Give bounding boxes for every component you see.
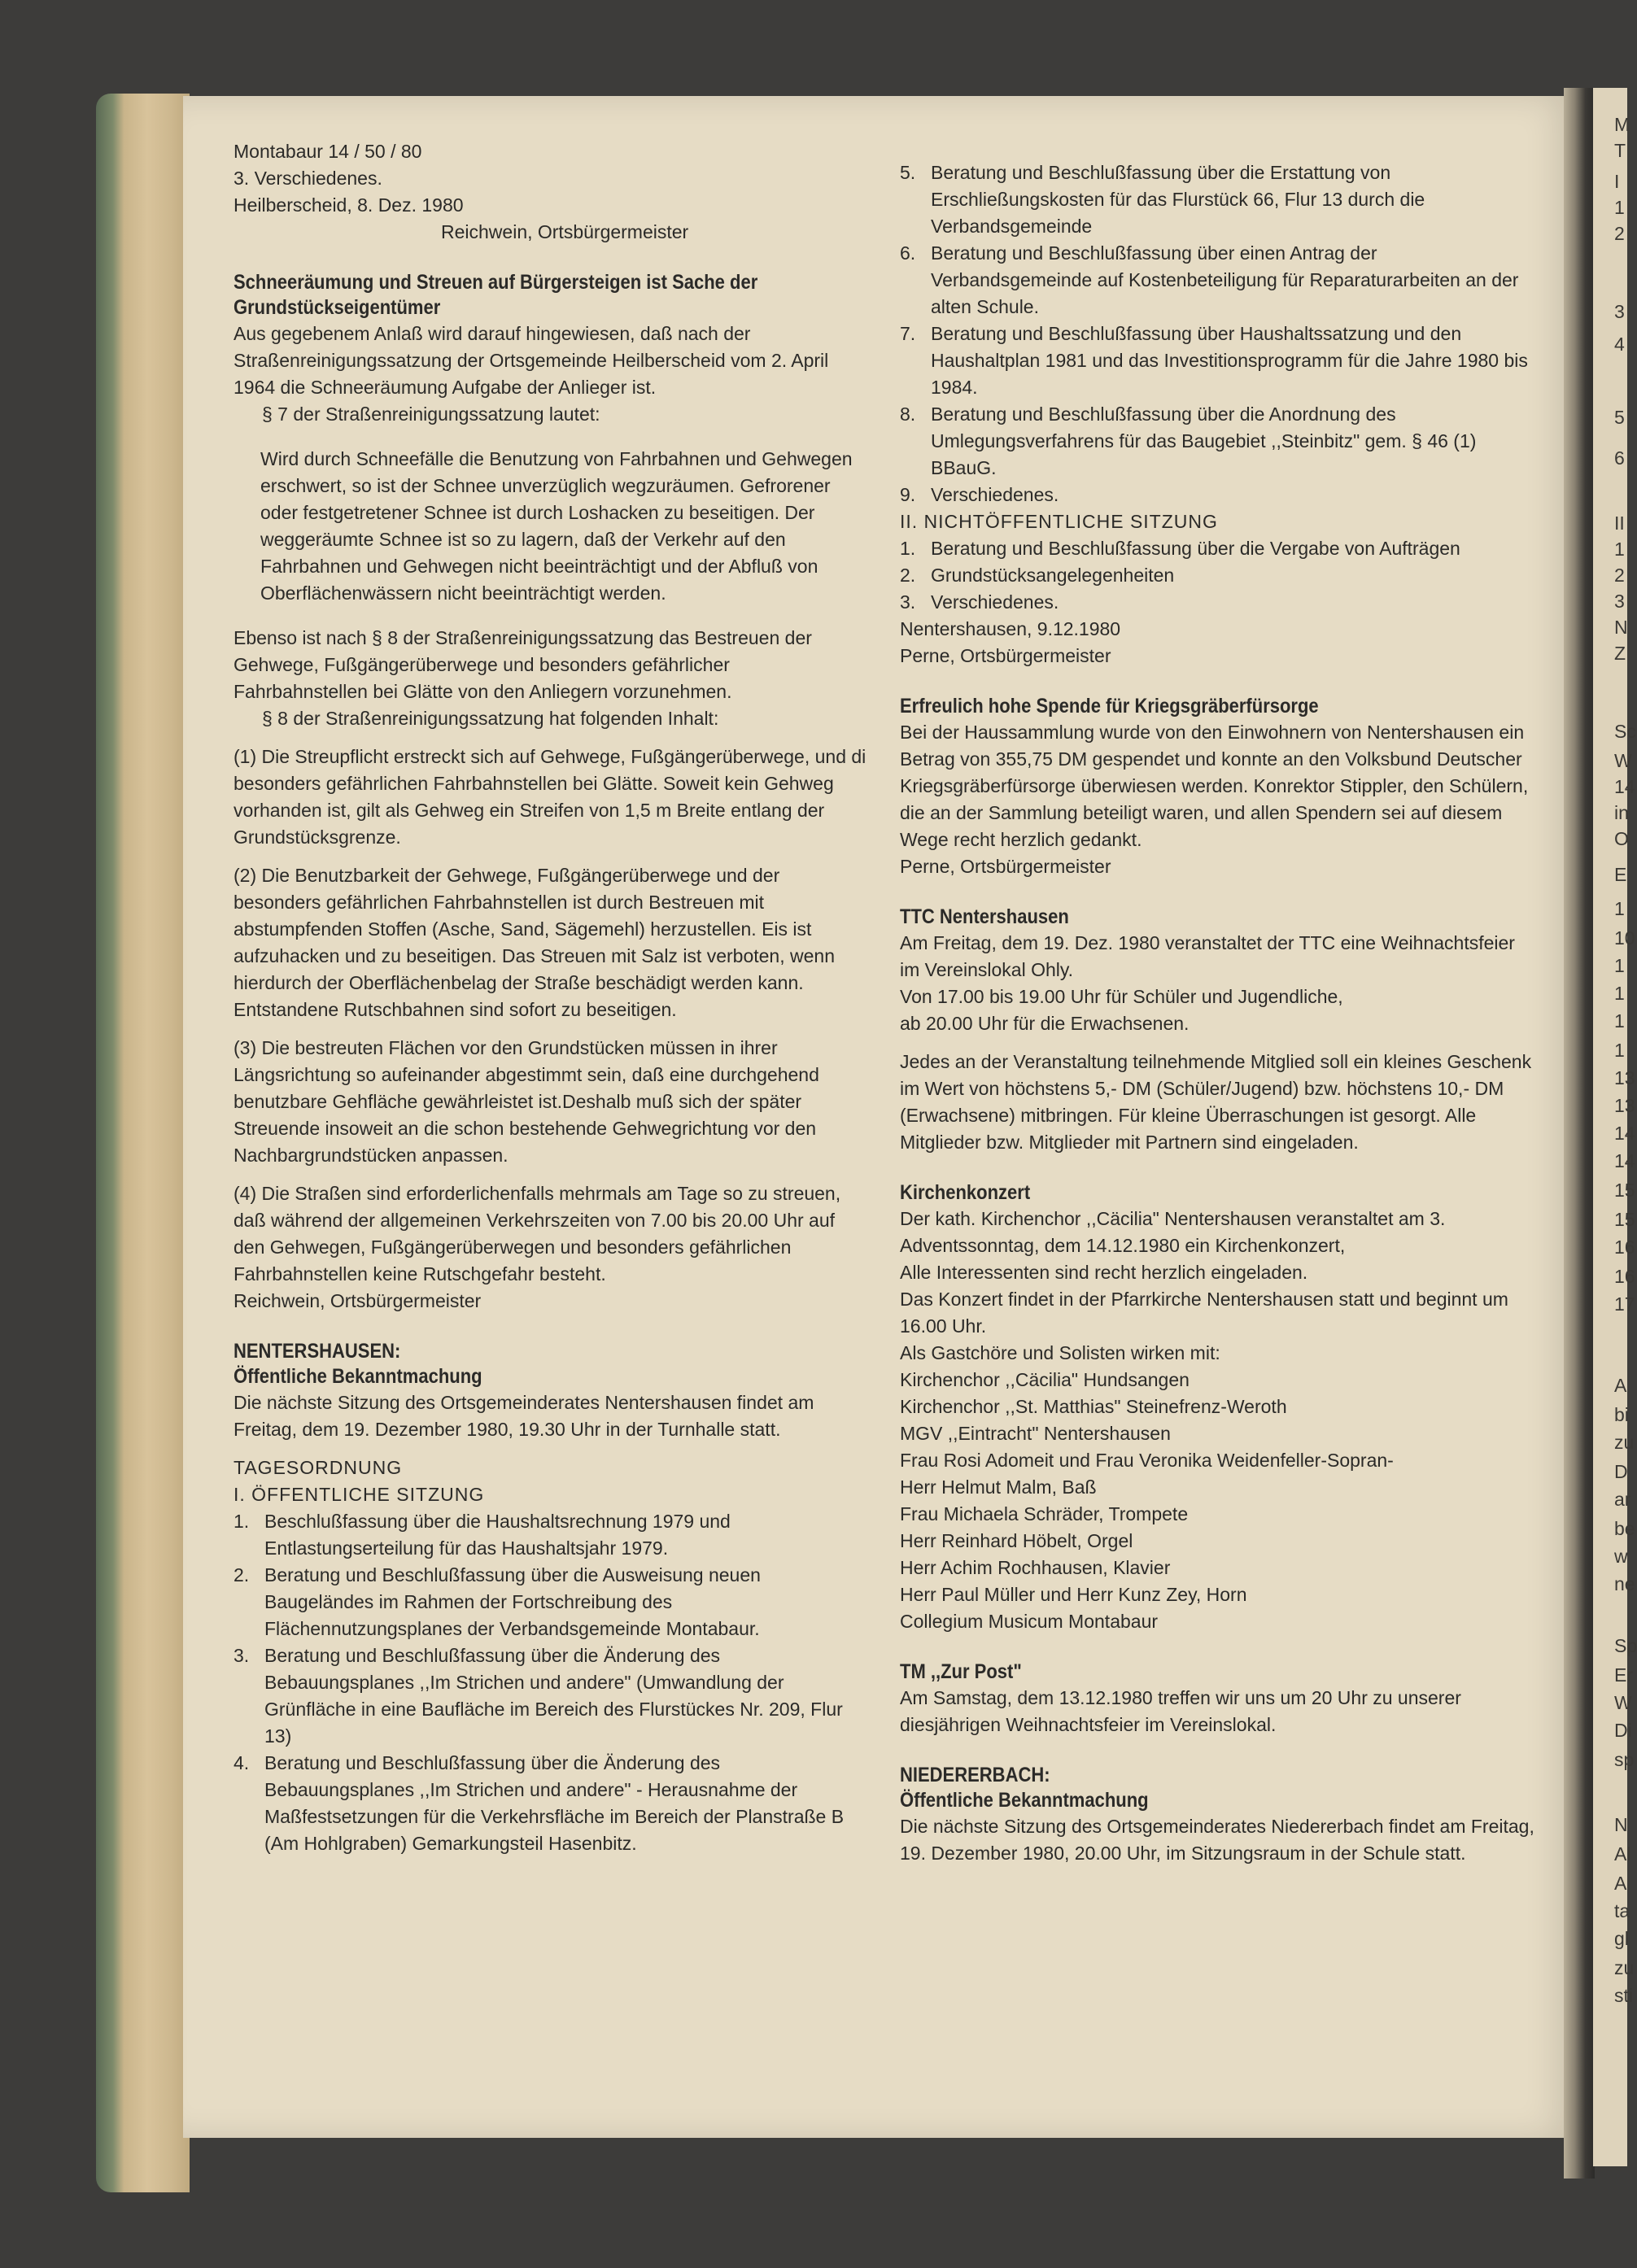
article-title: Erfreulich hohe Spende für Kriegsgräberfürsorge [900,695,1319,717]
header-line: Montabaur 14 / 50 / 80 [234,141,422,162]
agenda-item: 8. Beratung und Beschlußfassung über die Anordnung des Umlegungsverfahrens für das Baugebiet ,,Steinbitz" gem. § 46 (1) BBauG. [900,403,1477,478]
performer-line: Herr Helmut Malm, Baß [900,1476,1097,1498]
header-line: 3. Verschiedenes. [234,168,382,189]
performer-line: Frau Rosi Adomeit und Frau Veronika Weidenfeller-Sopran- [900,1450,1394,1471]
next-page-fragment: Al [1614,1843,1631,1865]
place-heading: NENTERSHAUSEN: [234,1340,401,1363]
performer-line: Frau Michaela Schräder, Trompete [900,1503,1189,1524]
agenda-item: 7. Beratung und Beschlußfassung über Haushaltssatzung und den Haushaltplan 1981 und das Investitionsprogramm für die Jahre 1980 bis 1984. [900,323,1528,398]
next-page-fragment: 16 [1614,1266,1635,1287]
place-heading: NIEDERERBACH: [900,1764,1050,1786]
agenda-part-heading: II. NICHTÖFFENTLICHE SITZUNG [900,511,1218,532]
next-page-fragment: 3 [1614,591,1625,612]
next-page-fragment: 14 [1614,1123,1635,1144]
signature: Reichwein, Ortsbürgermeister [441,221,689,242]
next-page-fragment: O [1614,828,1629,849]
next-page-fragment: 10 [1614,927,1635,949]
next-page-fragment: A [1614,1375,1627,1396]
agenda-item: 3. Verschiedenes. [900,591,1059,613]
next-page-fragment: 14 [1614,776,1635,797]
paragraph: Ebenso ist nach § 8 der Straßenreinigungssatzung das Bestreuen der Gehwege, Fußgängerüberwege und besonders gefährlicher Fahrbahnstellen bei Glätte von den Anliegern vorzunehmen. [234,627,812,702]
paragraph: § 8 der Straßenreinigungssatzung hat folgenden Inhalt: [262,708,719,729]
next-page-fragment: I [1614,171,1620,192]
header-line: Heilberscheid, 8. Dez. 1980 [234,194,464,216]
agenda-item: 5. Beratung und Beschlußfassung über die Erstattung von Erschließungskosten für das Flurstück 66, Flur 13 durch die Verbandsgemeinde [900,162,1425,237]
performer-line: Collegium Musicum Montabaur [900,1611,1159,1632]
next-page-fragment: in [1614,802,1629,823]
next-page-fragment: ar [1614,1489,1631,1510]
next-page-fragment: N [1614,617,1628,638]
next-page-fragment: M [1614,114,1630,135]
next-page-fragment: Z [1614,643,1626,664]
next-page-fragment: zu [1614,1957,1635,1978]
paragraph: ab 20.00 Uhr für die Erwachsenen. [900,1013,1190,1034]
next-page-fragment: 5 [1614,407,1625,428]
next-page-fragment: 1 [1614,955,1625,976]
agenda-item: 1. Beratung und Beschlußfassung über die Vergabe von Aufträgen [900,538,1460,559]
agenda-item: 1. Beschlußfassung über die Haushaltsrechnung 1979 und Entlastungserteilung für das Haushaltsjahr 1979. [234,1511,731,1559]
place-date: Nentershausen, 9.12.1980 [900,618,1121,639]
paragraph: Aus gegebenem Anlaß wird darauf hingewiesen, daß nach der Straßenreinigungssatzung der Ortsgemeinde Heilberscheid vom 2. April 1964 die Schneeräumung Aufgabe der Anlieger ist. [234,323,829,398]
performer-line: Kirchenchor ,,Cäcilia" Hundsangen [900,1369,1190,1390]
signature: Perne, Ortsbürgermeister [900,645,1111,666]
next-page-fragment: w [1614,1546,1628,1567]
next-page-fragment: 13 [1614,1067,1635,1088]
article-title: Kirchenkonzert [900,1181,1031,1204]
next-page-fragment: W [1614,750,1632,771]
book-gutter [1564,88,1595,2179]
paragraph: Am Samstag, dem 13.12.1980 treffen wir uns um 20 Uhr zu unserer diesjährigen Weihnachtsfeier im Vereinslokal. [900,1687,1461,1735]
next-page-fragment: 1 [1614,898,1625,919]
next-page-fragment: ne [1614,1573,1635,1594]
next-page-fragment: sti [1614,1985,1633,2006]
agenda-item: 6. Beratung und Beschlußfassung über einen Antrag der Verbandsgemeinde auf Kostenbeteiligung für Reparaturarbeiten an der alten Schule. [900,242,1519,317]
article-title: TTC Nentershausen [900,905,1069,928]
paragraph: Als Gastchöre und Solisten wirken mit: [900,1342,1220,1363]
next-page-fragment: 2 [1614,565,1625,586]
article-title: TM ,,Zur Post" [900,1660,1022,1683]
article-title: Öffentliche Bekanntmachung [234,1365,482,1388]
article-title: Schneeräumung und Streuen auf Bürgersteigen ist Sache der Grundstückseigentümer [234,271,758,319]
paragraph: Die nächste Sitzung des Ortsgemeinderates Niedererbach findet am Freitag, 19. Dezember 1980, 20.00 Uhr, im Sitzungsraum in der Schule statt. [900,1816,1534,1864]
paragraph: Der kath. Kirchenchor ,,Cäcilia" Nentershausen veranstaltet am 3. Adventssonntag, dem 14.12.1980 ein Kirchenkonzert, [900,1208,1446,1256]
performer-line: Herr Reinhard Höbelt, Orgel [900,1530,1133,1551]
agenda-item: 2. Grundstücksangelegenheiten [900,565,1175,586]
next-page-fragment: 4 [1614,334,1625,355]
next-page-fragment: Er [1614,1664,1633,1686]
signature: Reichwein, Ortsbürgermeister [234,1290,482,1311]
next-page-fragment: 1 [1614,1010,1625,1032]
next-page-fragment: gl [1614,1928,1629,1949]
next-page-fragment: II [1614,512,1625,534]
next-page-fragment: ta [1614,1900,1630,1921]
next-page-fragment: A [1614,1873,1627,1894]
next-page-fragment: 1 [1614,1040,1625,1061]
next-page-fragment: sp [1614,1749,1635,1770]
next-page-fragment: 17 [1614,1293,1635,1315]
paragraph: Von 17.00 bis 19.00 Uhr für Schüler und Jugendliche, [900,986,1343,1007]
next-page-fragment: T [1614,140,1626,161]
next-page-fragment: N [1614,1814,1628,1835]
next-page-fragment: 13 [1614,1095,1635,1116]
next-page-fragment: 1 [1614,539,1625,560]
paragraph: Bei der Haussammlung wurde von den Einwohnern von Nentershausen ein Betrag von 355,75 DM gespendet und konnte an den Volksbund Deutscher Kriegsgräberfürsorge überwiesen werden. Konrektor Stippler, den Schülern, die an der Sammlung beteiligt waren, und allen Spendern sei auf diesem Wege recht herzlich gedankt. [900,722,1529,850]
next-page-fragment: bi [1614,1404,1629,1425]
next-page-fragment: Sp [1614,1635,1637,1656]
next-page-strip [1593,88,1637,2166]
paragraph: Alle Interessenten sind recht herzlich eingeladen. [900,1262,1308,1283]
section-paragraph: (3) Die bestreuten Flächen vor den Grundstücken müssen in ihrer Längsrichtung so aufeinander abgestimmt sein, daß eine durchgehend benutzbare Gehfläche gewährleistet ist.Deshalb muß sich der später Streuende insoweit an die schon bestehende Gehwegrichtung vor den Nachbargrundstücken anpassen. [234,1037,819,1166]
paragraph: Die nächste Sitzung des Ortsgemeinderates Nentershausen findet am Freitag, dem 19. Dezember 1980, 19.30 Uhr in der Turnhalle statt. [234,1392,814,1440]
next-page-fragment: 2 [1614,223,1625,244]
agenda-heading: TAGESORDNUNG [234,1457,403,1478]
left-column [234,138,868,1857]
section-paragraph: (1) Die Streupflicht erstreckt sich auf Gehwege, Fußgängerüberwege, und di besonders gefährlichen Fahrbahnstellen bei Glätte. Soweit kein Gehweg vorhanden ist, gilt als Gehweg ein Streifen von 1,5 m Breite entlang der Grundstücksgrenze. [234,746,867,848]
book-page-edges [96,94,190,2192]
performer-line: MGV ,,Eintracht" Nentershausen [900,1423,1171,1444]
next-page-fragment: 1 [1614,197,1625,218]
agenda-item: 3. Beratung und Beschlußfassung über die Änderung des Bebauungsplanes ,,Im Strichen und andere" (Umwandlung der Grünfläche in eine Baufläche im Bereich des Flurstückes Nr. 209, Flur 13) [234,1645,843,1747]
section-paragraph: (4) Die Straßen sind erforderlichenfalls mehrmals am Tage so zu streuen, daß während der allgemeinen Verkehrszeiten von 7.00 bis 20.00 Uhr auf den Gehwegen, Fußgängerüberwegen und besonders gefährlichen Fahrbahnstellen keine Rutschgefahr besteht. [234,1183,841,1284]
section-paragraph: (2) Die Benutzbarkeit der Gehwege, Fußgängerüberwege und der besonders gefährlichen Fahrbahnstellen ist durch Bestreuen mit abstumpfenden Stoffen (Asche, Sand, Sägemehl) herzustellen. Eis ist aufzuhacken und zu beseitigen. Das Streuen mit Salz ist verboten, wenn hierdurch der Oberflächenbelag der Straße beschädigt werden kann. Entstandene Rutschbahnen sind sofort zu beseitigen. [234,865,835,1020]
paragraph: Am Freitag, dem 19. Dez. 1980 veranstaltet der TTC eine Weihnachtsfeier im Vereinslokal Ohly. [900,932,1515,980]
agenda-item: 9. Verschiedenes. [900,484,1059,505]
performer-line: Herr Achim Rochhausen, Klavier [900,1557,1171,1578]
paragraph: Das Konzert findet in der Pfarrkirche Nentershausen statt und beginnt um 16.00 Uhr. [900,1289,1508,1337]
next-page-fragment: zu [1614,1432,1635,1453]
paragraph: Jedes an der Veranstaltung teilnehmende Mitglied soll ein kleines Geschenk im Wert von höchstens 5,- DM (Schüler/Jugend) bzw. höchstens 10,- DM (Erwachsene) mitbringen. Für kleine Überraschungen ist gesorgt. Alle Mitglieder bzw. Mitglieder mit Partnern sind eingeladen. [900,1051,1532,1153]
right-column [900,159,1534,1867]
next-page-fragment: E [1614,864,1627,885]
next-page-fragment: W [1614,1692,1632,1713]
agenda-item: 4. Beratung und Beschlußfassung über die Änderung des Bebauungsplanes ,,Im Strichen und andere" - Herausnahme der Maßfestsetzungen für die Verkehrsfläche im Bereich der Planstraße B (Am Hohlgraben) Gemarkungsteil Hasenbitz. [234,1752,845,1854]
next-page-fragment: 15 [1614,1180,1635,1201]
next-page-fragment: 15 [1614,1209,1635,1230]
agenda-part-heading: I. ÖFFENTLICHE SITZUNG [234,1484,485,1505]
article-title: Öffentliche Bekanntmachung [900,1789,1149,1812]
next-page-fragment: D [1614,1461,1628,1482]
next-page-fragment: Di [1614,1720,1632,1741]
performer-line: Kirchenchor ,,St. Matthias" Steinefrenz-Weroth [900,1396,1287,1417]
next-page-fragment: 16 [1614,1236,1635,1258]
next-page-fragment: 1 [1614,983,1625,1004]
performer-line: Herr Paul Müller und Herr Kunz Zey, Horn [900,1584,1247,1605]
next-page-fragment: be [1614,1518,1635,1539]
quote-paragraph: Wird durch Schneefälle die Benutzung von Fahrbahnen und Gehwegen erschwert, so ist der Schnee unverzüglich wegzuräumen. Gefrorener oder festgetretener Schnee ist durch Loshacken zu beseitigen. Der weggeräumte Schnee ist so zu lagern, daß der Verkehr auf den Fahrbahnen und Gehwegen nicht beeinträchtigt und der Abfluß von Oberflächenwässern nicht beeinträchtigt werden. [260,448,853,604]
signature: Perne, Ortsbürgermeister [900,856,1111,877]
paragraph: § 7 der Straßenreinigungssatzung lautet: [262,403,600,425]
next-page-fragment: 3 [1614,301,1625,322]
next-page-fragment: 14 [1614,1150,1635,1171]
next-page-fragment: 6 [1614,447,1625,469]
next-page-fragment: Sc [1614,721,1636,742]
agenda-item: 2. Beratung und Beschlußfassung über die Ausweisung neuen Baugeländes im Rahmen der Fortschreibung des Flächennutzungsplanes der Verbandsgemeinde Montabaur. [234,1564,761,1639]
